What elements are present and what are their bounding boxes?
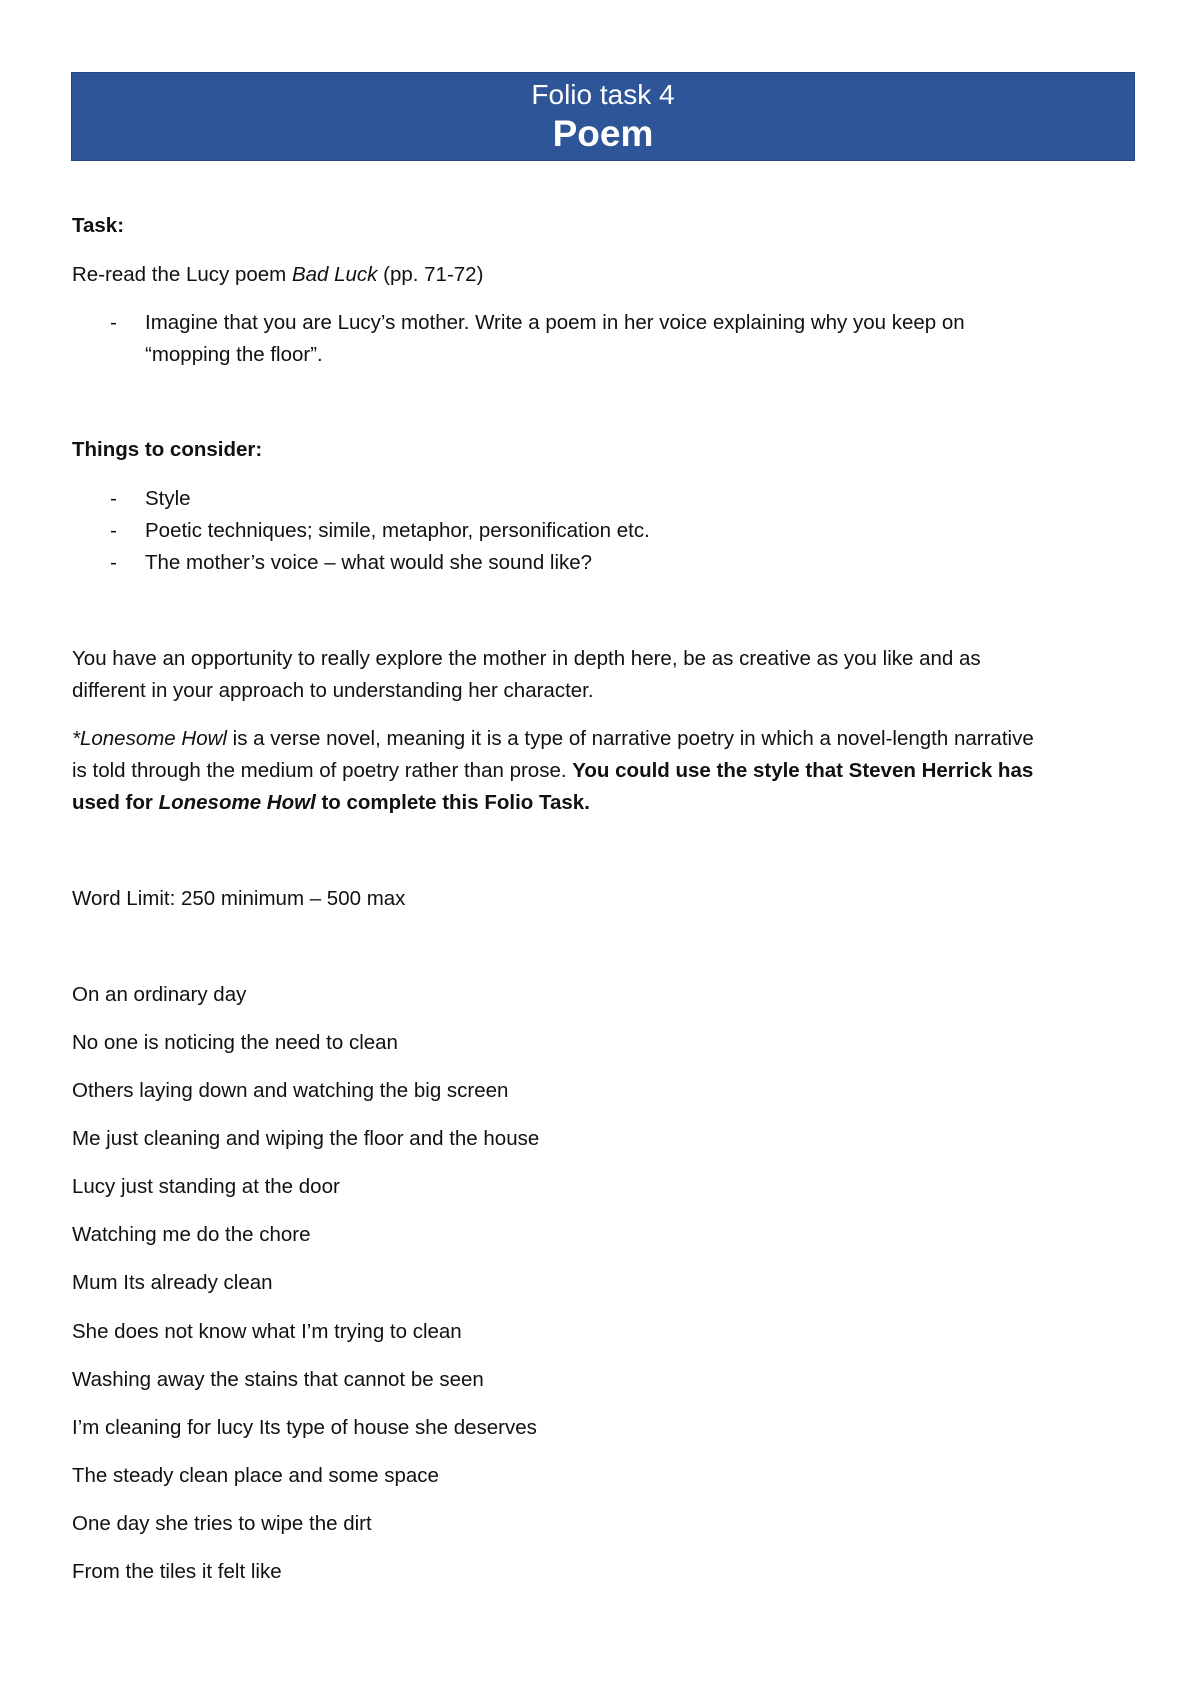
poem-line: She does not know what I’m trying to clean bbox=[72, 1320, 462, 1343]
opportunity-line-2: different in your approach to understanding her character. bbox=[72, 679, 594, 702]
poem-line: Me just cleaning and wiping the floor and the house bbox=[72, 1127, 540, 1150]
task-intro-poem-title: Bad Luck bbox=[291, 263, 378, 286]
poem-line: No one is noticing the need to clean bbox=[72, 1031, 398, 1054]
poem-line: Washing away the stains that cannot be seen bbox=[72, 1368, 484, 1391]
consider-heading: Things to consider: bbox=[72, 438, 263, 461]
word-limit: Word Limit: 250 minimum – 500 max bbox=[72, 887, 406, 910]
novel-title: *Lonesome Howl bbox=[72, 727, 227, 750]
poem-line: On an ordinary day bbox=[72, 983, 247, 1006]
consider-dash-1: - bbox=[110, 487, 117, 510]
novel-title-bold: Lonesome Howl bbox=[158, 791, 316, 814]
consider-dash-2: - bbox=[110, 519, 117, 542]
consider-dash-3: - bbox=[110, 551, 117, 574]
task-intro-suffix: (pp. 71-72) bbox=[377, 263, 484, 286]
task-heading: Task: bbox=[72, 214, 125, 237]
note-line-2 bbox=[72, 755, 1033, 787]
consider-item: Poetic techniques; simile, metaphor, personification etc. bbox=[145, 519, 650, 542]
note-line-3-b: to complete this Folio Task. bbox=[315, 791, 590, 814]
poem-line: One day she tries to wipe the dirt bbox=[72, 1512, 372, 1535]
note-line-1-rest: is a verse novel, meaning it is a type of narrative poetry in which a novel-length narrative bbox=[226, 727, 1034, 750]
poem-line: Watching me do the chore bbox=[72, 1223, 311, 1246]
banner-title: Poem bbox=[552, 113, 654, 154]
task-bullet-dash: - bbox=[110, 311, 117, 334]
note-line-2-plain: is told through the medium of poetry rather than prose. bbox=[72, 759, 573, 782]
consider-item: Style bbox=[145, 487, 191, 510]
task-bullet-line-1: Imagine that you are Lucy’s mother. Write a poem in her voice explaining why you keep on bbox=[145, 311, 965, 334]
task-intro bbox=[72, 259, 483, 291]
note-line-3 bbox=[72, 787, 590, 819]
task-intro-prefix: Re-read the Lucy poem bbox=[72, 263, 292, 286]
poem-line: Lucy just standing at the door bbox=[72, 1175, 340, 1198]
poem-line: Mum Its already clean bbox=[72, 1271, 273, 1294]
poem-line: I’m cleaning for lucy Its type of house she deserves bbox=[72, 1416, 537, 1439]
banner-subtitle: Folio task 4 bbox=[531, 79, 675, 110]
note-line-1 bbox=[72, 723, 1034, 755]
task-bullet-line-2: “mopping the floor”. bbox=[145, 343, 323, 366]
consider-item: The mother’s voice – what would she sound like? bbox=[145, 551, 593, 574]
note-line-3-a: used for bbox=[72, 791, 159, 814]
opportunity-line-1: You have an opportunity to really explore the mother in depth here, be as creative as you like and as bbox=[72, 647, 981, 670]
title-banner bbox=[71, 72, 1135, 161]
poem-line: Others laying down and watching the big screen bbox=[72, 1079, 509, 1102]
note-line-2-bold: You could use the style that Steven Herrick has bbox=[572, 759, 1034, 782]
poem-line: From the tiles it felt like bbox=[72, 1560, 282, 1583]
poem-line: The steady clean place and some space bbox=[72, 1464, 439, 1487]
